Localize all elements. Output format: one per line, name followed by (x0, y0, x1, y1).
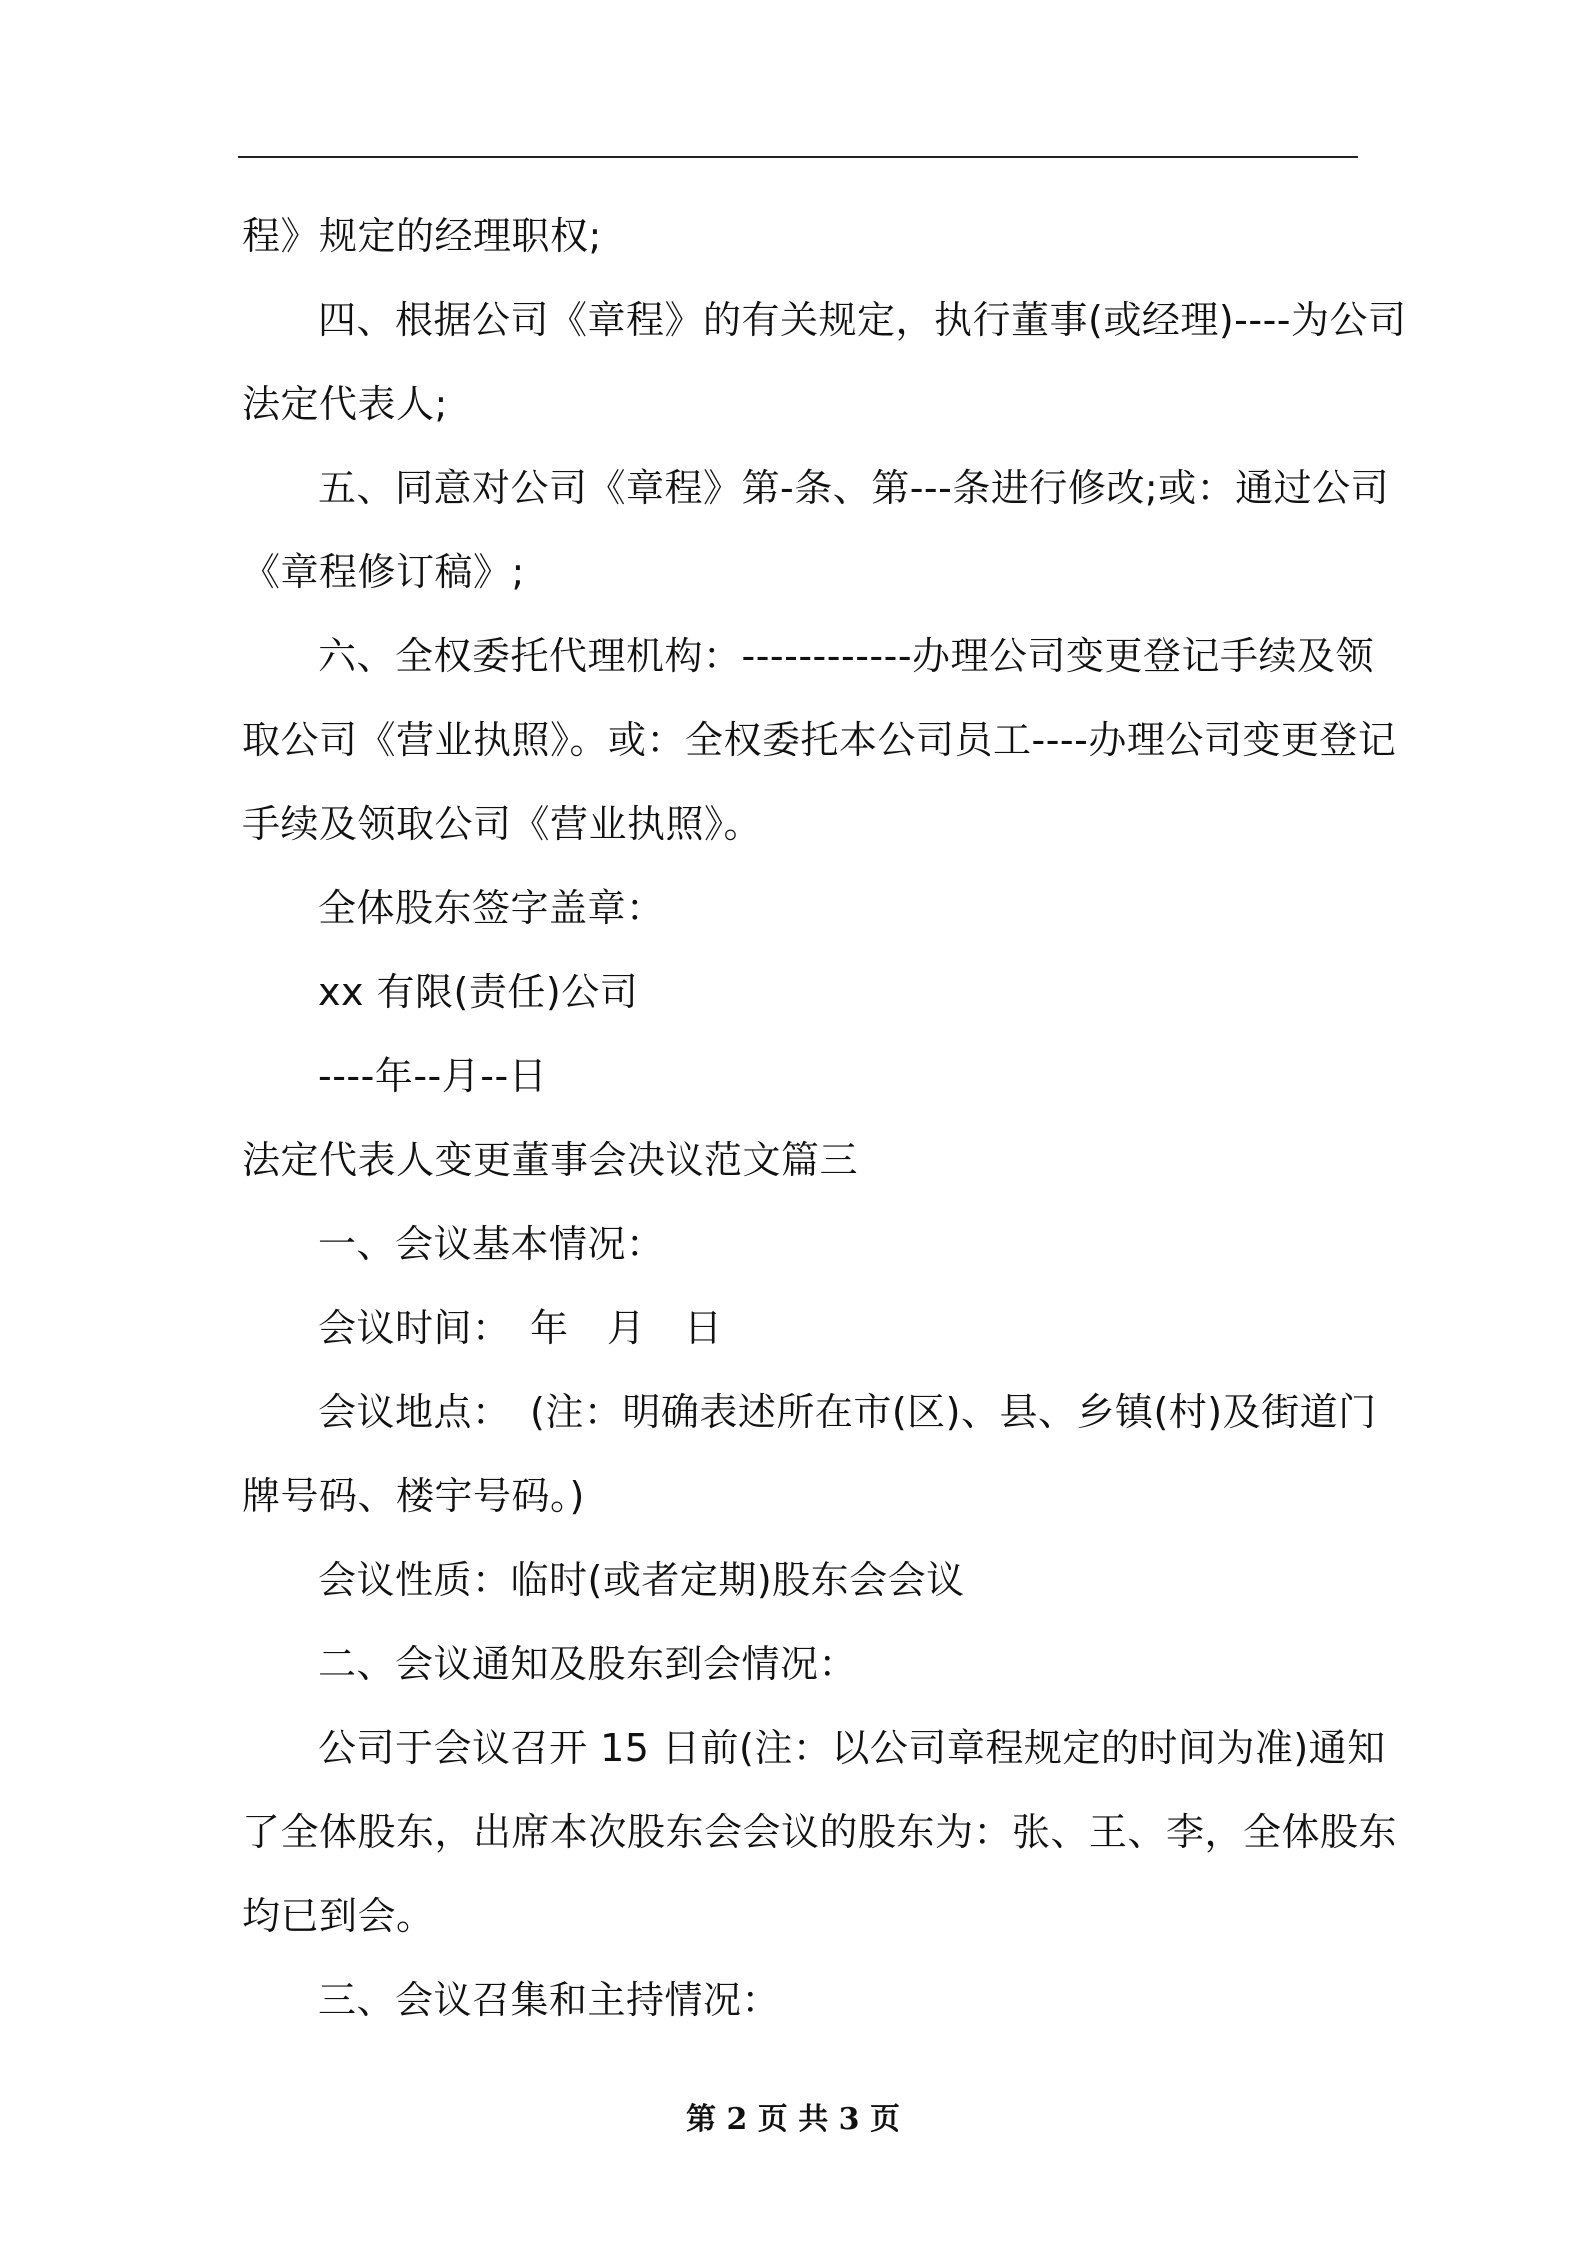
text-line: 五、同意对公司《章程》第-条、第---条进行修改;或：通过公司 (318, 466, 1390, 510)
text-line: 会议时间： 年 月 日 (318, 1306, 723, 1350)
text-line: 取公司《营业执照》。或：全权委托本公司员工----办理公司变更登记 (242, 718, 1397, 762)
text-line: 会议地点： (注：明确表述所在市(区)、县、乡镇(村)及街道门 (318, 1390, 1377, 1434)
text-line: 均已到会。 (242, 1894, 435, 1938)
text-line: 一、会议基本情况： (318, 1222, 665, 1266)
header-rule (238, 156, 1358, 158)
section-heading: 法定代表人变更董事会决议范文篇三 (242, 1138, 859, 1182)
text-line: 法定代表人; (242, 382, 448, 426)
text-line: 全体股东签字盖章： (318, 886, 665, 930)
text-line: 六、全权委托代理机构：------------办理公司变更登记手续及领 (318, 634, 1375, 678)
text-line: 三、会议召集和主持情况： (318, 1978, 781, 2022)
page-number: 第 2 页 共 3 页 (686, 2102, 900, 2137)
text-line: 程》规定的经理职权; (242, 214, 602, 258)
text-line: 二、会议通知及股东到会情况： (318, 1642, 858, 1686)
text-line: 会议性质：临时(或者定期)股东会会议 (318, 1558, 965, 1602)
document-body (242, 194, 1407, 2042)
text-line: 《章程修订稿》; (242, 550, 525, 594)
text-line: 公司于会议召开 15 日前(注：以公司章程规定的时间为准)通知 (318, 1726, 1386, 1770)
text-line: 了全体股东，出席本次股东会会议的股东为：张、王、李，全体股东 (242, 1810, 1398, 1854)
text-line: 牌号码、楼宇号码。) (242, 1474, 585, 1518)
text-line: 手续及领取公司《营业执照》。 (242, 802, 763, 846)
text-line: 四、根据公司《章程》的有关规定，执行董事(或经理)----为公司 (318, 298, 1407, 342)
text-line: xx 有限(责任)公司 (318, 970, 639, 1014)
text-line: ----年--月--日 (318, 1054, 548, 1098)
